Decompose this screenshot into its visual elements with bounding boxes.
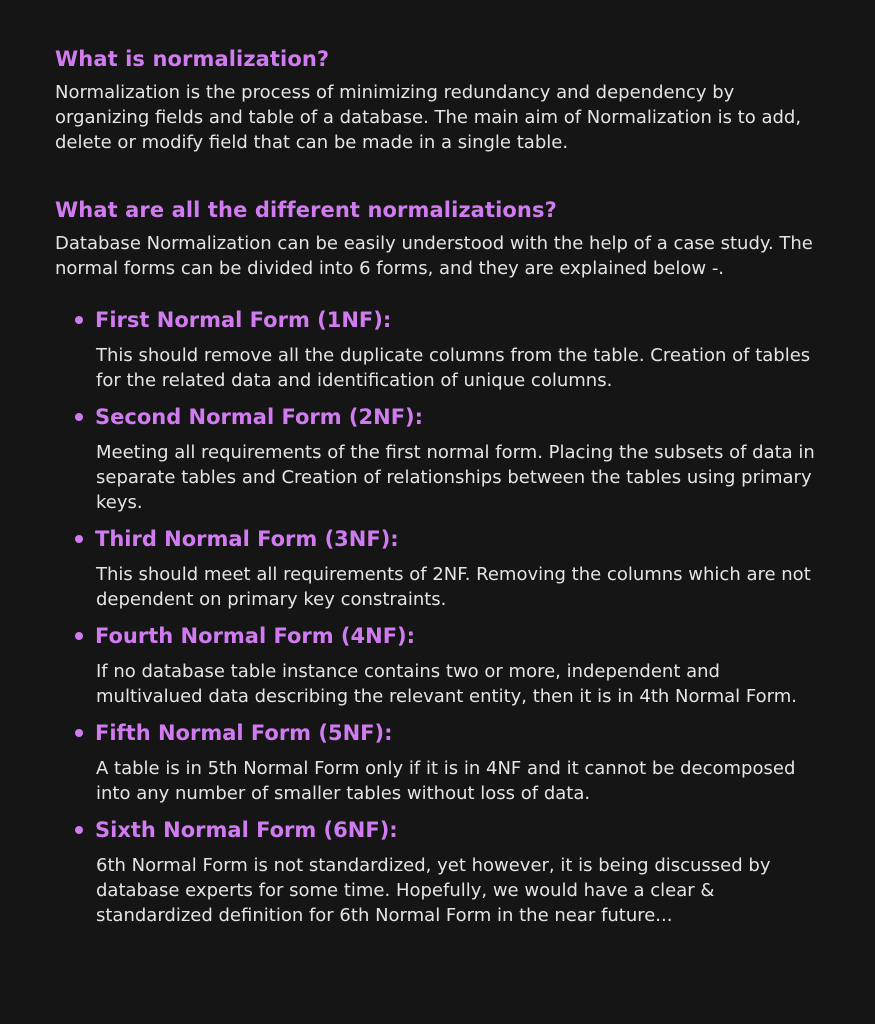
bullet-icon (75, 826, 83, 834)
list-item-header (75, 718, 855, 748)
list-item-header (75, 815, 855, 845)
form-description-6nf: 6th Normal Form is not standardized, yet however, it is being discussed by database experts for some time. Hopefully, we would have a clear & standardized definition for 6th Normal Form in the near future... (96, 855, 771, 926)
form-description-5nf: A table is in 5th Normal Form only if it is in 4NF and it cannot be decomposed into any number of smaller tables without loss of data. (96, 758, 796, 804)
bullet-icon (75, 632, 83, 640)
form-title-2nf: Second Normal Form (2NF): (95, 405, 424, 429)
list-item-6nf (75, 815, 855, 928)
bullet-icon (75, 729, 83, 737)
normalization-heading: What is normalization? (55, 47, 330, 71)
list-item-1nf (75, 305, 855, 393)
list-item-header (75, 524, 855, 554)
list-item-5nf (75, 718, 855, 806)
list-item-2nf (75, 402, 855, 515)
list-item-header (75, 621, 855, 651)
form-title-3nf: Third Normal Form (3NF): (95, 527, 399, 551)
list-item-header (75, 305, 855, 335)
form-title-5nf: Fifth Normal Form (5NF): (95, 721, 393, 745)
bullet-icon (75, 413, 83, 421)
list-item-header (75, 402, 855, 432)
normal-forms-heading: What are all the different normalizations? (55, 198, 557, 222)
form-title-1nf: First Normal Form (1NF): (95, 308, 392, 332)
normalization-definition: Normalization is the process of minimizing redundancy and dependency by organizing fields and table of a database. The main aim of Normalization is to add, delete or modify field that can be made in a single table. (55, 82, 802, 153)
form-description-2nf: Meeting all requirements of the first normal form. Placing the subsets of data in separate tables and Creation of relationships between the tables using primary keys. (96, 442, 815, 513)
form-description-3nf: This should meet all requirements of 2NF. Removing the columns which are not dependent on primary key constraints. (96, 564, 811, 610)
list-item-3nf (75, 524, 855, 612)
bullet-icon (75, 535, 83, 543)
bullet-icon (75, 316, 83, 324)
form-title-6nf: Sixth Normal Form (6NF): (95, 818, 398, 842)
normal-forms-list (55, 305, 855, 928)
form-description-4nf: If no database table instance contains two or more, independent and multivalued data describing the relevant entity, then it is in 4th Normal Form. (96, 661, 797, 707)
form-title-4nf: Fourth Normal Form (4NF): (95, 624, 416, 648)
normal-forms-intro: Database Normalization can be easily understood with the help of a case study. The normal forms can be divided into 6 forms, and they are explained below -. (55, 233, 813, 279)
form-description-1nf: This should remove all the duplicate columns from the table. Creation of tables for the related data and identification of unique columns. (96, 345, 811, 391)
list-item-4nf (75, 621, 855, 709)
